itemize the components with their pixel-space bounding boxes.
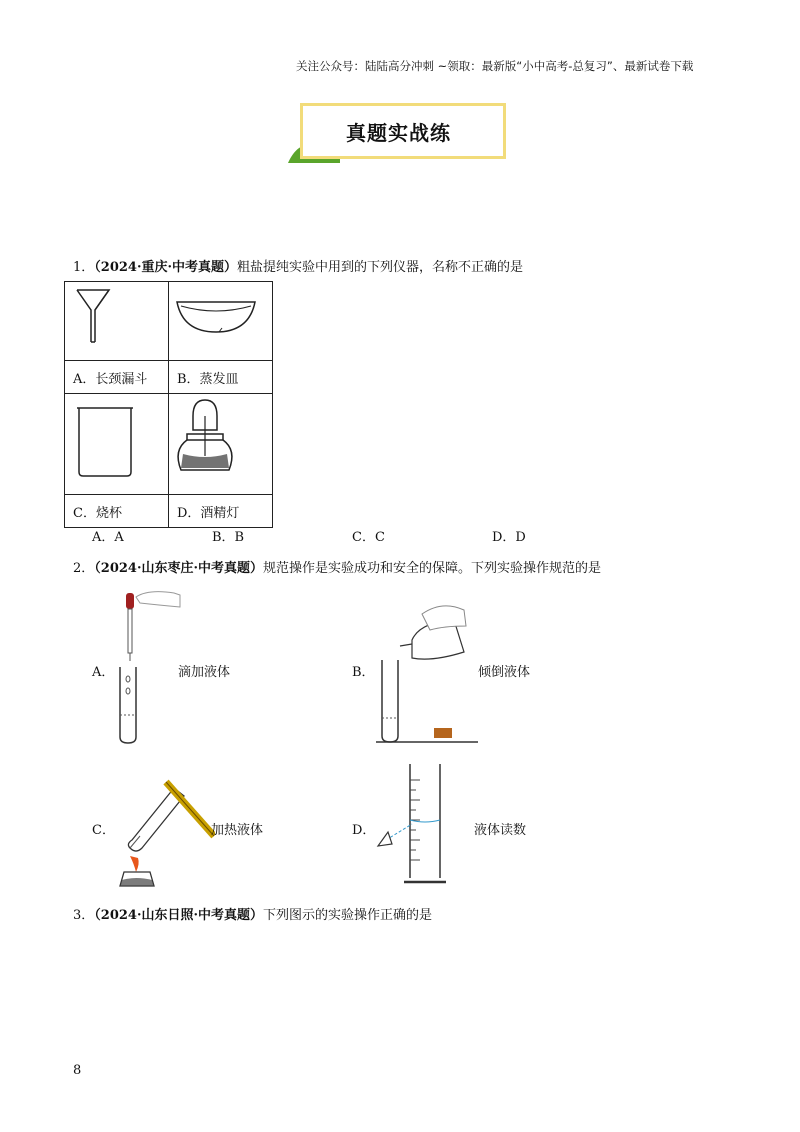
page-number: 8 [73,1063,82,1078]
dropper-figure [108,585,188,745]
pouring-figure [372,600,482,745]
q2-letter-b: B． [352,665,375,680]
header-note: 关注公众号：陆陆高分冲刺 ~领取：最新版“小中高考-总复习”、最新试卷下载 [296,59,694,73]
question-number: 3． [73,908,95,923]
question-stem: 规范操作是实验成功和安全的保障。下列实验操作规范的是 [263,561,602,576]
caption-c: 加热液体 [211,823,264,838]
cell-label-a: A．长颈漏斗 [65,361,169,394]
option-c: C．C [352,530,385,545]
q2-letter-a: A． [92,665,115,680]
question-source: （2024·山东枣庄·中考真题） [94,561,264,576]
option-d: D．D [492,530,526,545]
question-source: （2024·重庆·中考真题） [94,260,238,275]
caption-a: 滴加液体 [178,665,231,680]
heating-figure [110,776,215,888]
beaker-icon [65,394,160,490]
cell-label-b: B．蒸发皿 [169,361,273,394]
alcohol-lamp-icon [169,394,264,490]
section-banner [286,101,508,163]
option-a: A．A [92,530,124,545]
alcohol-lamp-cell [169,394,273,495]
caption-b: 倾倒液体 [478,665,531,680]
question-number: 1． [73,260,95,275]
funnel-icon [65,282,160,356]
beaker-cell [65,394,169,495]
evaporating-dish-cell [169,282,273,361]
option-b: B．B [212,530,245,545]
q2-letter-d: D． [352,823,376,838]
caption-d: 液体读数 [474,823,527,838]
q2-letter-c: C． [92,823,115,838]
question-1 [73,256,523,275]
question-3 [73,904,432,923]
question-number: 2． [73,561,95,576]
evaporating-dish-icon [169,282,264,356]
question-source: （2024·山东日照·中考真题） [94,908,264,923]
apparatus-table [64,281,273,528]
banner-title: 真题实战练 [346,121,451,145]
cell-label-d: D．酒精灯 [169,495,273,528]
cell-label-c: C．烧杯 [65,495,169,528]
question-2 [73,557,601,576]
question-stem: 下列图示的实验操作正确的是 [263,908,433,923]
question-stem: 粗盐提纯实验中用到的下列仪器，名称不正确的是 [237,260,524,275]
funnel-cell [65,282,169,361]
graduated-cylinder-figure [370,760,475,890]
